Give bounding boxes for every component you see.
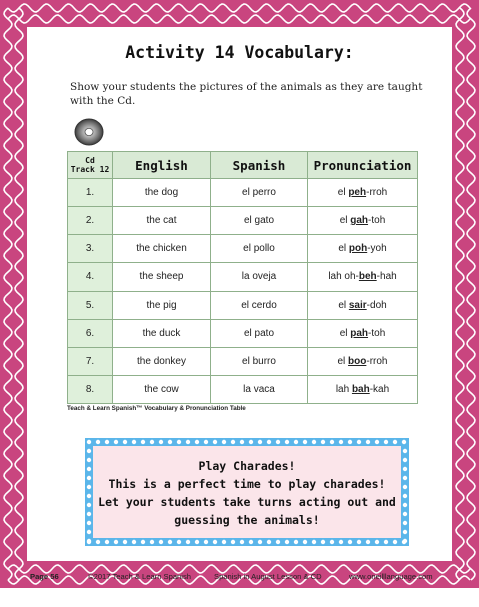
frame-dot	[294, 540, 298, 544]
frame-dot	[403, 503, 407, 507]
stressed-syllable: beh	[358, 271, 377, 283]
activity-title: Activity 14 Vocabulary:	[125, 43, 354, 62]
table-row	[68, 207, 418, 235]
pronunciation	[308, 347, 418, 375]
frame-dot	[403, 476, 407, 480]
frame-dot	[276, 440, 280, 444]
frame-dot	[150, 540, 154, 544]
stressed-syllable: pah	[350, 327, 369, 339]
pronunciation	[308, 263, 418, 291]
wavy-line	[4, 8, 12, 580]
pronunciation	[308, 207, 418, 235]
frame-dot	[357, 440, 361, 444]
charades-line-2: This is a perfect time to play charades!	[108, 477, 386, 491]
frame-dot	[303, 440, 307, 444]
spanish-word: el pato	[211, 319, 308, 347]
header-track-label: Track 12	[70, 165, 110, 174]
frame-dot	[132, 540, 136, 544]
frame-dot	[168, 540, 172, 544]
frame-dot	[294, 440, 298, 444]
header-pronunciation: Pronunciation	[308, 152, 418, 179]
frame-dot	[258, 440, 262, 444]
frame-dot	[403, 539, 407, 543]
frame-dot	[231, 440, 235, 444]
frame-dot	[87, 449, 91, 453]
header-english: English	[113, 152, 211, 179]
frame-dot	[403, 521, 407, 525]
frame-dot	[204, 540, 208, 544]
frame-dot	[87, 440, 91, 444]
frame-dot	[87, 485, 91, 489]
table-row	[68, 319, 418, 347]
frame-dot	[375, 540, 379, 544]
frame-dot	[403, 485, 407, 489]
frame-dot	[105, 540, 109, 544]
pronunciation	[308, 179, 418, 207]
frame-dot	[141, 540, 145, 544]
frame-dot	[87, 458, 91, 462]
spanish-word: la oveja	[211, 263, 308, 291]
syllable: -rroh	[366, 187, 388, 199]
frame-dot	[240, 540, 244, 544]
syllable: lah oh-	[328, 271, 359, 283]
table-header-row	[68, 152, 418, 179]
frame-dot	[267, 440, 271, 444]
pronunciation	[308, 291, 418, 319]
frame-dot	[384, 540, 388, 544]
frame-dot	[403, 458, 407, 462]
frame-dot	[87, 530, 91, 534]
table-row	[68, 291, 418, 319]
syllable: -doh	[366, 299, 387, 311]
frame-dot	[285, 540, 289, 544]
frame-dot	[366, 440, 370, 444]
frame-dot	[403, 512, 407, 516]
frame-dot	[384, 440, 388, 444]
frame-dot	[87, 539, 91, 543]
frame-dot	[312, 440, 316, 444]
frame-dot	[249, 540, 253, 544]
frame-dot	[402, 440, 406, 444]
frame-dot	[177, 440, 181, 444]
syllable: el	[339, 215, 351, 227]
frame-dot	[159, 540, 163, 544]
stressed-syllable: sair	[348, 299, 367, 311]
frame-dot	[330, 540, 334, 544]
frame-dot	[366, 540, 370, 544]
wavy-line	[8, 15, 470, 23]
english-word: the pig	[113, 291, 211, 319]
vocabulary-table	[67, 151, 418, 404]
frame-dot	[339, 540, 343, 544]
syllable: lah	[335, 383, 352, 395]
frame-dot	[276, 540, 280, 544]
stressed-syllable: boo	[348, 355, 367, 367]
frame-dot	[87, 476, 91, 480]
syllable: el	[337, 355, 349, 367]
charades-box	[85, 438, 409, 546]
stressed-syllable: bah	[351, 383, 370, 395]
stressed-syllable: peh	[348, 187, 367, 199]
row-number: 5.	[68, 291, 113, 319]
syllable: el	[337, 187, 349, 199]
frame-dot	[321, 540, 325, 544]
frame-dot	[357, 540, 361, 544]
table-row	[68, 347, 418, 375]
frame-dot	[186, 440, 190, 444]
english-word: the duck	[113, 319, 211, 347]
frame-dot	[87, 494, 91, 498]
frame-dot	[403, 494, 407, 498]
stressed-syllable: gah	[350, 215, 369, 227]
frame-dot	[168, 440, 172, 444]
frame-dot	[393, 540, 397, 544]
frame-dot	[87, 467, 91, 471]
frame-dot	[141, 440, 145, 444]
frame-dot	[249, 440, 253, 444]
english-word: the donkey	[113, 347, 211, 375]
frame-dot	[403, 449, 407, 453]
frame-dot	[114, 540, 118, 544]
frame-dot	[321, 440, 325, 444]
wavy-line	[456, 8, 464, 580]
frame-dot	[375, 440, 379, 444]
frame-dot	[150, 440, 154, 444]
table-row	[68, 235, 418, 263]
table-caption: Teach & Learn Spanish™ Vocabulary & Pronunciation Table	[67, 405, 246, 412]
frame-dot	[186, 540, 190, 544]
frame-dot	[87, 521, 91, 525]
pronunciation	[308, 319, 418, 347]
charades-heading: Play Charades!	[198, 459, 296, 473]
frame-dot	[114, 440, 118, 444]
frame-dot	[403, 530, 407, 534]
frame-dot	[159, 440, 163, 444]
spanish-word: el perro	[211, 179, 308, 207]
frame-dot	[258, 540, 262, 544]
syllable: -kah	[369, 383, 390, 395]
row-number: 8.	[68, 375, 113, 403]
row-number: 6.	[68, 319, 113, 347]
frame-dot	[213, 540, 217, 544]
frame-dot	[348, 440, 352, 444]
frame-dot	[96, 540, 100, 544]
frame-dot	[96, 440, 100, 444]
row-number: 4.	[68, 263, 113, 291]
footer-website: www.oneilllanguage.com	[349, 572, 433, 581]
frame-dot	[105, 440, 109, 444]
syllable: -hah	[376, 271, 397, 283]
header-cd-label: Cd	[85, 156, 95, 165]
frame-dot	[195, 540, 199, 544]
english-word: the cow	[113, 375, 211, 403]
syllable: -yoh	[367, 243, 387, 255]
row-number: 3.	[68, 235, 113, 263]
charades-line-4: guessing the animals!	[174, 513, 320, 527]
charades-panel	[93, 446, 401, 538]
charades-line-3: Let your students take turns acting out and	[98, 495, 396, 509]
wavy-line	[15, 8, 23, 580]
wavy-line	[467, 8, 475, 580]
frame-dot	[177, 540, 181, 544]
frame-dot	[123, 440, 127, 444]
row-number: 2.	[68, 207, 113, 235]
frame-dot	[87, 503, 91, 507]
frame-dot	[132, 440, 136, 444]
spanish-word: la vaca	[211, 375, 308, 403]
english-word: the cat	[113, 207, 211, 235]
frame-dot	[267, 540, 271, 544]
row-number: 1.	[68, 179, 113, 207]
syllable: -rroh	[366, 355, 388, 367]
cd-disc-icon	[74, 117, 104, 147]
frame-dot	[123, 540, 127, 544]
frame-dot	[222, 440, 226, 444]
footer-copyright: ©2017 Teach & Learn Spanish	[88, 572, 191, 581]
header-spanish: Spanish	[211, 152, 308, 179]
frame-dot	[213, 440, 217, 444]
frame-dot	[339, 440, 343, 444]
frame-dot	[330, 440, 334, 444]
frame-dot	[222, 540, 226, 544]
english-word: the dog	[113, 179, 211, 207]
row-number: 7.	[68, 347, 113, 375]
frame-dot	[195, 440, 199, 444]
english-word: the sheep	[113, 263, 211, 291]
footer-page-number: Page 56	[30, 572, 59, 581]
frame-dot	[303, 540, 307, 544]
frame-dot	[285, 440, 289, 444]
frame-dot	[231, 540, 235, 544]
frame-dot	[240, 440, 244, 444]
english-word: the chicken	[113, 235, 211, 263]
syllable: -toh	[368, 327, 386, 339]
header-cd-track	[68, 152, 113, 179]
syllable: el	[339, 327, 351, 339]
pronunciation	[308, 375, 418, 403]
spanish-word: el cerdo	[211, 291, 308, 319]
instructions-text: Show your students the pictures of the animals as they are taught with the Cd.	[70, 81, 423, 107]
table-row	[68, 375, 418, 403]
syllable: el	[338, 243, 349, 255]
frame-dot	[348, 540, 352, 544]
spanish-word: el gato	[211, 207, 308, 235]
spanish-word: el burro	[211, 347, 308, 375]
pronunciation	[308, 235, 418, 263]
wavy-line	[8, 4, 470, 12]
spanish-word: el pollo	[211, 235, 308, 263]
frame-dot	[87, 512, 91, 516]
stressed-syllable: poh	[348, 243, 368, 255]
syllable: el	[338, 299, 349, 311]
frame-dot	[403, 467, 407, 471]
frame-dot	[393, 440, 397, 444]
syllable: -toh	[368, 215, 386, 227]
table-row	[68, 263, 418, 291]
frame-dot	[204, 440, 208, 444]
frame-dot	[312, 540, 316, 544]
footer-lesson: Spanish in August Lesson & CD	[214, 572, 322, 581]
table-row	[68, 179, 418, 207]
